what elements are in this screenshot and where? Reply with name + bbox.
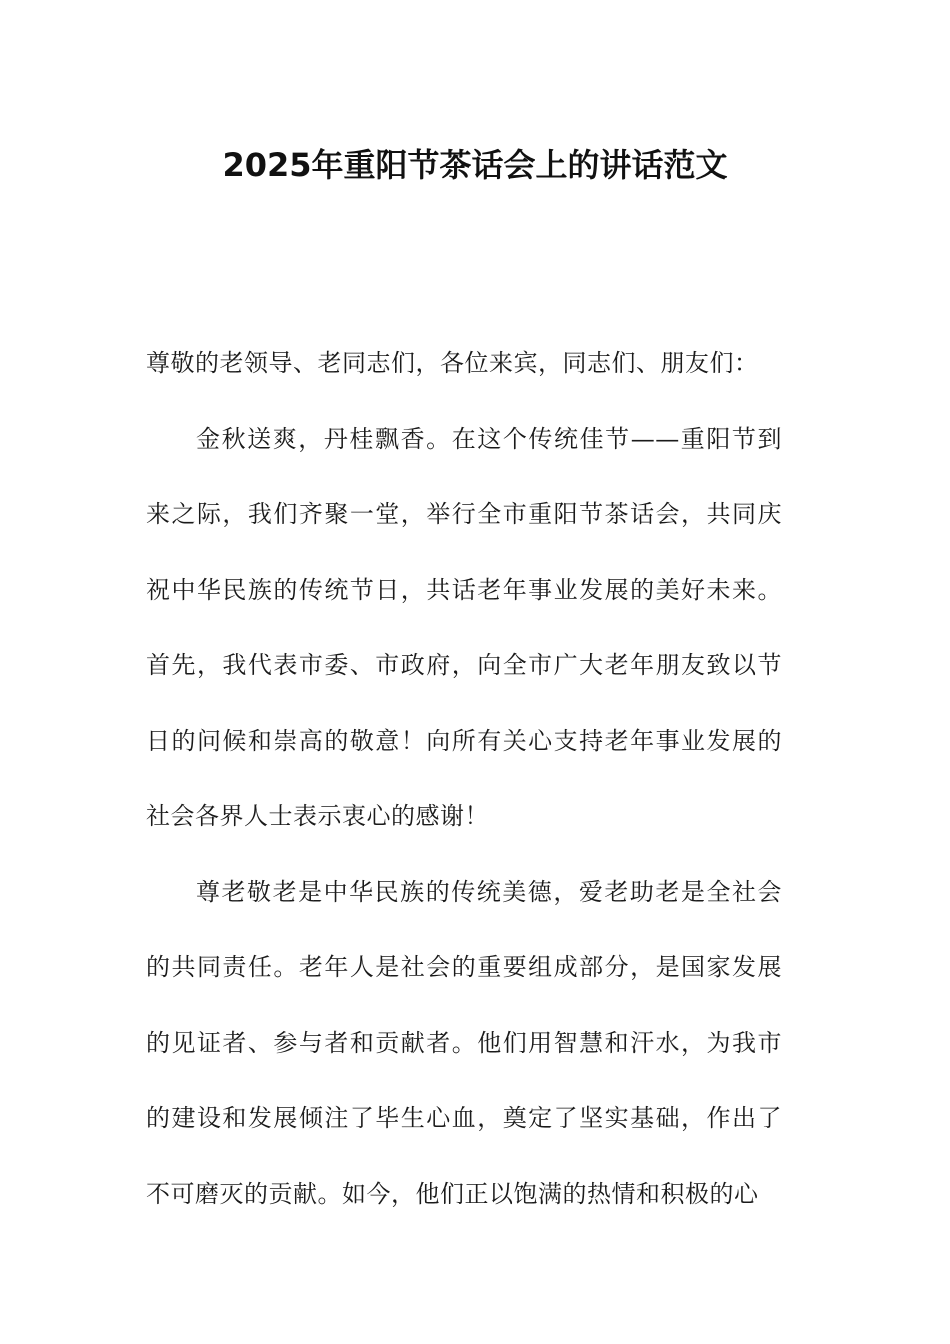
salutation: 尊敬的老领导、老同志们，各位来宾，同志们、朋友们：	[146, 349, 759, 377]
document-title: 2025年重阳节茶话会上的讲话范文	[222, 146, 728, 185]
paragraph-opening: 金秋送爽，丹桂飘香。在这个传统佳节——重阳节到来之际，我们齐聚一堂，举行全市重阳节茶话会，共同庆祝中华民族的传统节日，共话老年事业发展的美好未来。首先，我代表市委、市政府，向全市广大老年朋友致以节日的问候和崇高的敬意！向所有关心支持老年事业发展的社会各界人士表示衷心的感谢！	[146, 424, 782, 830]
document-body	[146, 326, 782, 1232]
paragraph-respect-elders: 尊老敬老是中华民族的传统美德，爱老助老是全社会的共同责任。老年人是社会的重要组成部分，是国家发展的见证者、参与者和贡献者。他们用智慧和汗水，为我市的建设和发展倾注了毕生心血，奠定了坚实基础，作出了不可磨灭的贡献。如今，他们正以饱满的热情和积极的心	[146, 877, 782, 1208]
